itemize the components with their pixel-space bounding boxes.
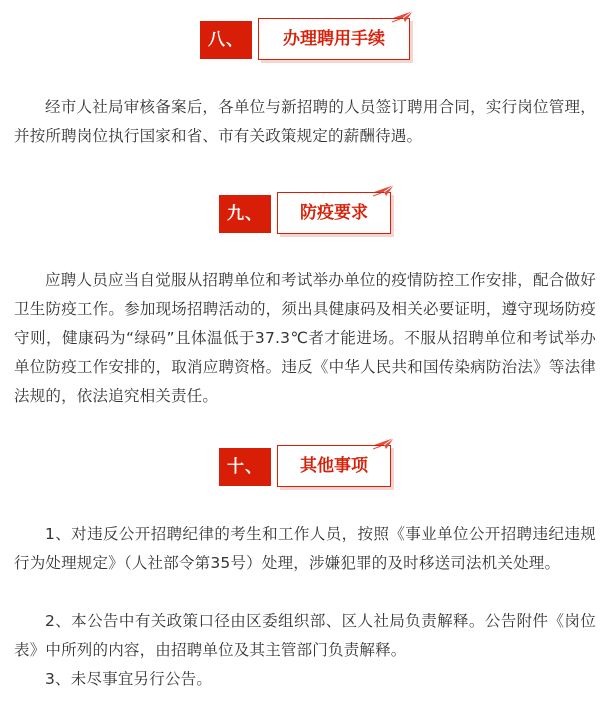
section-number-badge: 十、 bbox=[219, 448, 271, 486]
section-number-badge: 九、 bbox=[219, 195, 271, 233]
paper-plane-icon bbox=[373, 184, 395, 198]
paragraph: 应聘人员应当自觉服从招聘单位和考试举办单位的疫情防控工作安排，配合做好卫生防疫工作。参加现场招聘活动的，须出具健康码及相关必要证明，遵守现场防疫守则，健康码为“绿码”且体温低于37.3℃者才能进场。不服从招聘单位和考试举办单位防疫工作安排的，取消应聘资格。违反《中华人民共和国传染病防治法》等法律法规的，依法追究相关责任。 bbox=[14, 271, 596, 405]
paragraph: 2、本公告中有关政策口径由区委组织部、区人社局负责解释。公告附件《岗位表》中所列的内容，由招聘单位及其主管部门负责解释。 bbox=[14, 612, 596, 659]
paragraph: 经市人社局审核备案后，各单位与新招聘的人员签订聘用合同，实行岗位管理，并按所聘岗位执行国家和省、市有关政策规定的薪酬待遇。 bbox=[14, 98, 596, 145]
section-header-9 bbox=[0, 192, 610, 238]
section-title: 防疫要求 bbox=[277, 192, 391, 234]
paper-plane-icon bbox=[373, 437, 395, 451]
section-title: 办理聘用手续 bbox=[258, 18, 410, 60]
paper-plane-icon bbox=[392, 10, 414, 24]
section-title: 其他事项 bbox=[277, 445, 391, 487]
paragraph: 1、对违反公开招聘纪律的考生和工作人员，按照《事业单位公开招聘违纪违规行为处理规定》（人社部令第35号）处理，涉嫌犯罪的及时移送司法机关处理。 bbox=[14, 525, 596, 572]
paragraph: 3、未尽事宜另行公告。 bbox=[45, 670, 213, 688]
section-number-badge: 八、 bbox=[200, 21, 252, 59]
section-header-8 bbox=[0, 18, 610, 64]
section-header-10 bbox=[0, 445, 610, 491]
